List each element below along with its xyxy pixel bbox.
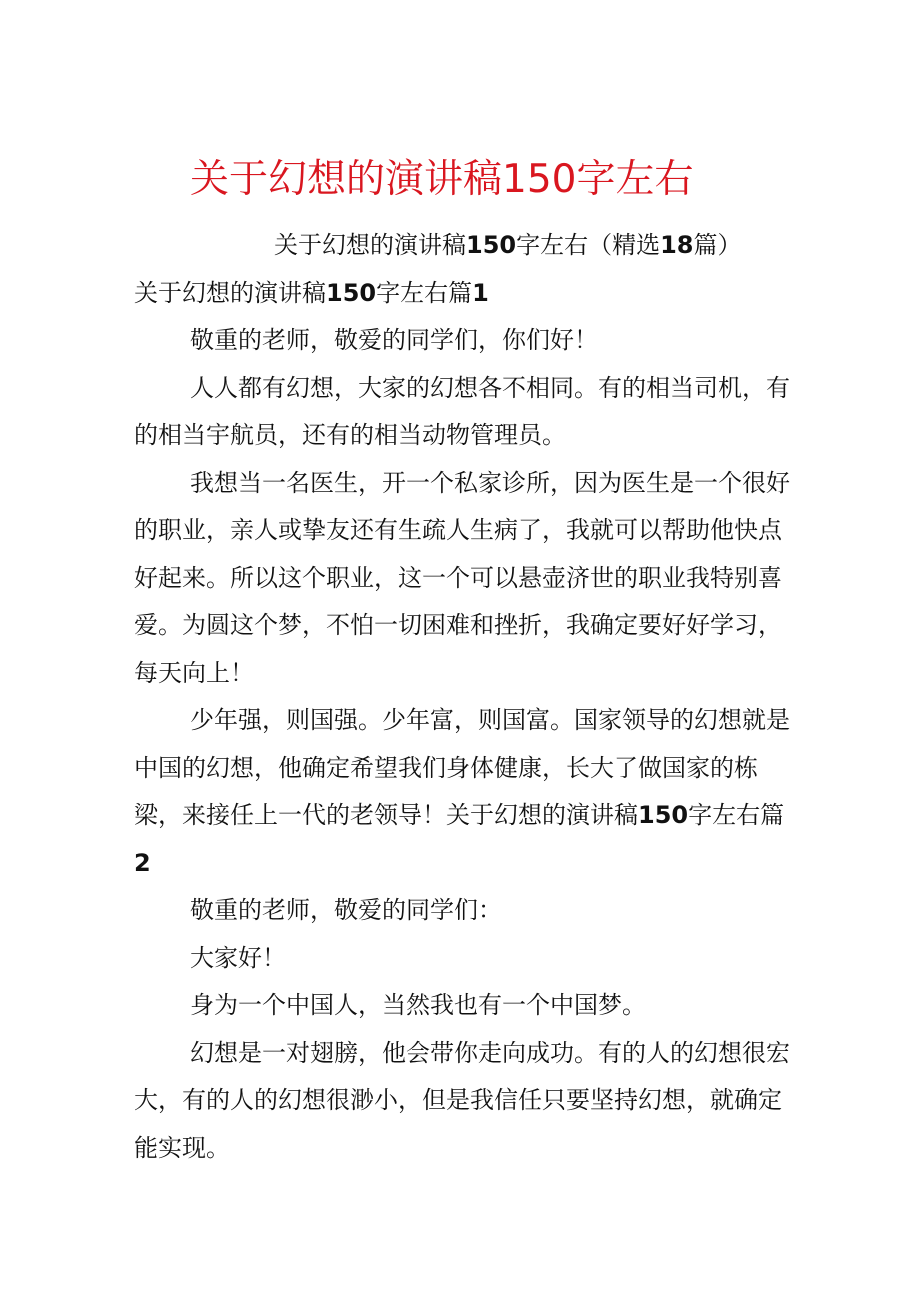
paragraph xyxy=(134,697,794,887)
paragraph: 大家好！ xyxy=(190,943,286,972)
heading-number: 150 xyxy=(326,278,377,307)
heading-text: 字左右篇 xyxy=(688,801,785,829)
paragraph: 我想当一名医生，开一个私家诊所，因为医生是一个很好的职业，亲人或挚友还有生疏人生病了，我就可以帮助他快点好起来。所以这个职业，这一个可以悬壶济世的职业我特别喜爱。为圆这个梦，不怕一切困难和挫折，我确定要好好学习，每天向上！ xyxy=(134,468,790,687)
heading-number: 150 xyxy=(638,801,689,829)
heading-text: 关于幻想的演讲稿 xyxy=(446,801,638,829)
paragraph: 人人都有幻想，大家的幻想各不相同。有的相当司机，有的相当宇航员，还有的相当动物管理员。 xyxy=(134,373,790,449)
subtitle-text: 关于幻想的演讲稿 xyxy=(274,231,466,259)
subtitle-text: 字左右（精选 xyxy=(516,231,661,259)
document-subtitle xyxy=(134,222,794,270)
subtitle-number: 150 xyxy=(466,231,517,259)
heading-index: 1 xyxy=(472,278,489,307)
heading-index: 2 xyxy=(134,848,151,877)
paragraph: 敬重的老师，敬爱的同学们，你们好！ xyxy=(190,326,598,354)
subtitle-count: 18 xyxy=(660,231,694,259)
paragraph-text: 少年强，则国强。少年富，则国富。国家领导的幻想就是中国的幻想，他确定希望我们身体健康，长大了做国家的栋梁，来接任上一代的老领导！ xyxy=(134,706,790,829)
document-body xyxy=(134,222,794,1172)
document-title: 关于幻想的演讲稿150字左右 xyxy=(190,157,694,202)
heading-text: 字左右篇 xyxy=(376,278,473,307)
subtitle-text: 篇） xyxy=(693,231,742,259)
section-heading-1 xyxy=(134,270,794,318)
paragraph: 身为一个中国人，当然我也有一个中国梦。 xyxy=(190,991,646,1019)
paragraph: 幻想是一对翅膀，他会带你走向成功。有的人的幻想很宏大，有的人的幻想很渺小，但是我信任只要坚持幻想，就确定能实现。 xyxy=(134,1038,790,1162)
paragraph: 敬重的老师，敬爱的同学们： xyxy=(190,896,502,924)
heading-text: 关于幻想的演讲稿 xyxy=(134,278,326,307)
